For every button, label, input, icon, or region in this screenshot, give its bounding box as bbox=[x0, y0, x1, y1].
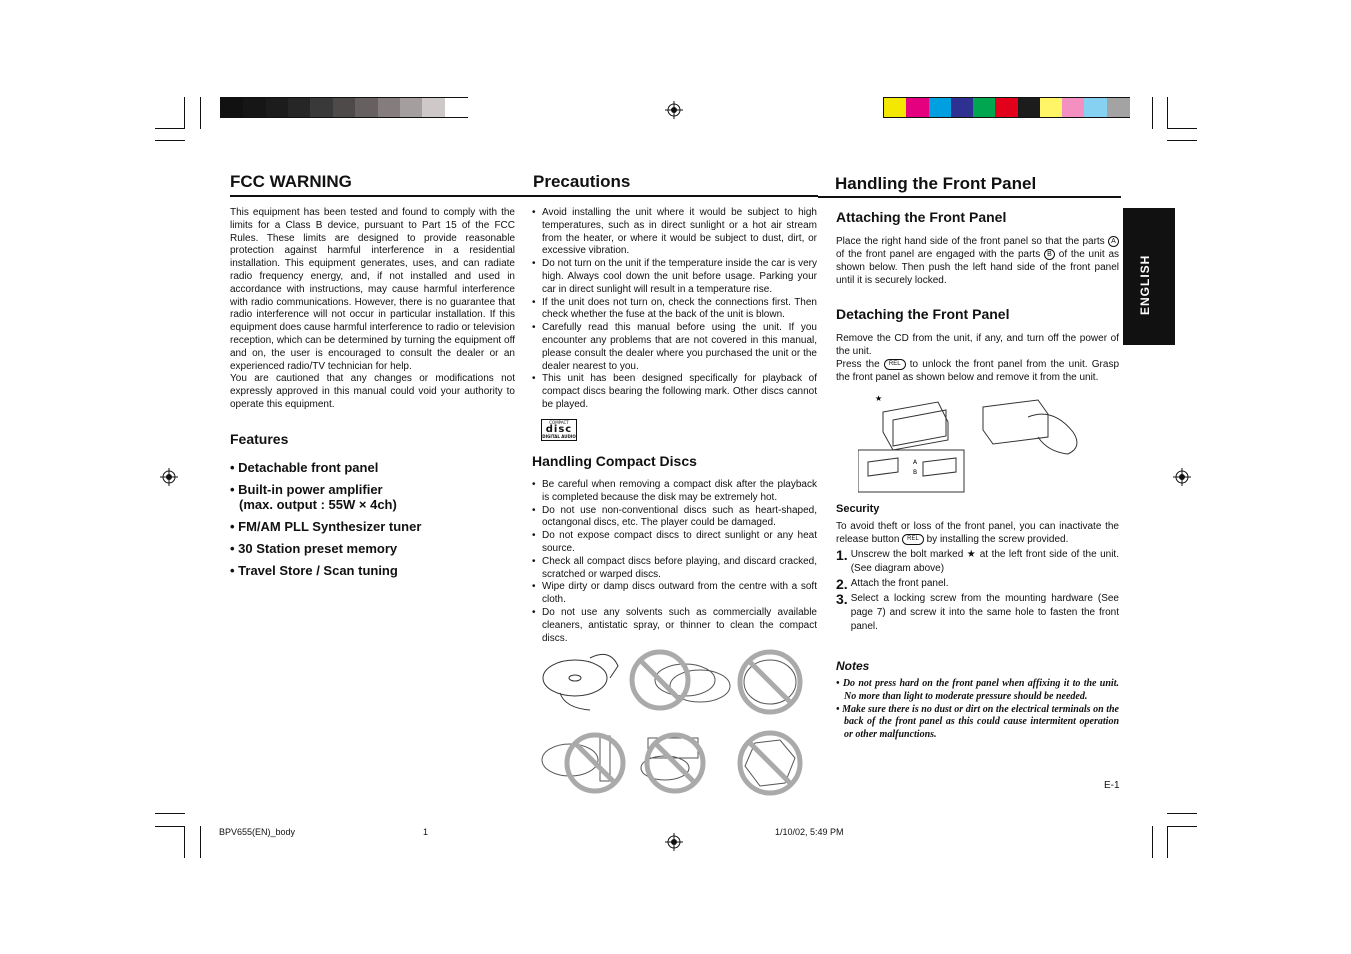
prohibited-warped-disc-icon bbox=[740, 652, 800, 712]
color-swatch bbox=[266, 98, 289, 117]
color-swatch bbox=[973, 98, 996, 117]
list-item: • Carefully read this manual before using the unit. If you encounter any problems that are not covered in this manual, please consult the dealer where you purchased the unit or the dealer nearest to you. bbox=[532, 322, 817, 373]
language-tab-label: ENGLISH bbox=[1138, 254, 1152, 315]
compact-disc-logo: COMPACT disc DIGITAL AUDIO bbox=[542, 420, 576, 439]
list-item: • This unit has been designed specifically for playback of compact discs bearing the following mark. Other discs cannot be played. bbox=[532, 373, 817, 411]
rel-button-icon: REL bbox=[884, 359, 906, 370]
attaching-text: Place the right hand side of the front panel so that the parts A of the front panel are engaged with the parts B of the unit as shown below. Then push the left hand side of the front panel until it is securely locked. bbox=[836, 236, 1120, 286]
process-color-bar bbox=[883, 97, 1130, 118]
color-swatch bbox=[1018, 98, 1041, 117]
section-rule bbox=[818, 196, 1121, 198]
attaching-title: Attaching the Front Panel bbox=[836, 209, 1007, 225]
note-item: • Do not press hard on the front panel when affixing it to the unit. No more than light to moderate pressure should be needed. bbox=[836, 678, 1119, 702]
features-list bbox=[230, 460, 515, 585]
part-b-label: B bbox=[913, 469, 918, 476]
fcc-paragraph: You are cautioned that any changes or modifications not expressly approved in this manual could void your authority to operate this equipment. bbox=[230, 373, 515, 410]
list-item: • Do not use non-conventional discs such as heart-shaped, octangonal discs, etc. The player could be damaged. bbox=[532, 505, 817, 531]
part-a-label: A bbox=[913, 459, 918, 466]
color-swatch bbox=[906, 98, 929, 117]
registration-mark-icon bbox=[665, 833, 683, 851]
list-item: • Wipe dirty or damp discs outward from the centre with a soft cloth. bbox=[532, 581, 817, 607]
color-swatch bbox=[951, 98, 974, 117]
list-item: • Do not expose compact discs to direct sunlight or any heat source. bbox=[532, 530, 817, 556]
security-text: To avoid theft or loss of the front panel, you can inactivate the release button REL by installing the screw provided. bbox=[836, 521, 1119, 545]
feature-item: • Detachable front panel bbox=[230, 460, 379, 475]
color-swatch bbox=[221, 98, 244, 117]
list-item: • If the unit does not turn on, check the connections first. Then check whether the fuse at the back of the unit is blown. bbox=[532, 297, 817, 323]
features-title: Features bbox=[230, 431, 289, 447]
grayscale-color-bar bbox=[220, 97, 468, 118]
list-item: • Avoid installing the unit where it would be subject to high temperatures, such as in direct sunlight or a hot air stream from the heater, or where it would be subject to dust, dirt, or excessive vibration. bbox=[532, 207, 817, 258]
color-swatch bbox=[929, 98, 952, 117]
step-item: 2. Attach the front panel. bbox=[836, 576, 949, 592]
detaching-title: Detaching the Front Panel bbox=[836, 306, 1010, 322]
security-title: Security bbox=[836, 503, 880, 515]
registration-mark-icon bbox=[160, 468, 178, 486]
color-swatch bbox=[378, 98, 401, 117]
color-swatch bbox=[400, 98, 423, 117]
color-swatch bbox=[310, 98, 333, 117]
color-swatch bbox=[884, 98, 907, 117]
feature-item: • Built-in power amplifier bbox=[230, 482, 383, 497]
security-steps bbox=[836, 548, 1119, 634]
step-item: 1. Unscrew the bolt marked ★ at the left front side of the unit. (See diagram above) bbox=[836, 547, 1119, 574]
detaching-text: Remove the CD from the unit, if any, and turn off the power of the unit. Press the REL to unlock the front panel from the unit. Grasp the front panel as shown below and remove it from the unit. bbox=[836, 333, 1119, 383]
prohibited-odd-shape-disc-icon bbox=[740, 733, 800, 793]
feature-item: • Travel Store / Scan tuning bbox=[230, 563, 398, 578]
footer-file-name: BPV655(EN)_body bbox=[219, 827, 296, 837]
part-b-marker: B bbox=[1044, 249, 1055, 260]
rel-button-icon: REL bbox=[902, 534, 924, 545]
color-swatch bbox=[1040, 98, 1063, 117]
front-panel-title: Handling the Front Panel bbox=[835, 174, 1037, 193]
color-swatch bbox=[1107, 98, 1130, 117]
footer-datetime: 1/10/02, 5:49 PM bbox=[775, 827, 844, 837]
handling-discs-list bbox=[532, 479, 817, 645]
step-item: 3. Select a locking screw from the mounting hardware (See page 7) and screw it into the same hole to fasten the front panel. bbox=[836, 591, 1119, 632]
hold-disc-edges-illustration bbox=[543, 654, 618, 710]
color-swatch bbox=[243, 98, 266, 117]
color-swatch bbox=[355, 98, 378, 117]
color-swatch bbox=[1084, 98, 1107, 117]
color-swatch bbox=[995, 98, 1018, 117]
list-item: • Check all compact discs before playing, and discard cracked, scratched or warped discs. bbox=[532, 556, 817, 582]
precautions-list bbox=[532, 207, 817, 412]
section-rule bbox=[517, 195, 818, 197]
part-a-marker: A bbox=[1108, 236, 1119, 247]
notes-title: Notes bbox=[836, 659, 870, 673]
list-item: • Do not turn on the unit if the temperature inside the car is very high. Always cool down the unit before usage. Parking your car in direct sunlight will result in a temperature rise. bbox=[532, 258, 817, 296]
precautions-title: Precautions bbox=[533, 172, 631, 191]
note-item: • Make sure there is no dust or dirt on the electrical terminals on the back of the front panel as this could cause intermitent operation or other malfunctions. bbox=[836, 703, 1119, 741]
fcc-paragraph: This equipment has been tested and found to comply with the limits for a Class B device, pursuant to Part 15 of the FCC Rules. These limits are designed to provide reasonable protection against harmful interference in a residential installation. This equipment generates, uses, and can radiate radio frequency energy, and, if not installed and used in accordance with instructions, may cause harmful interference with radio communications. However, there is no guarantee that radio interference will not occur in particular installation. If this equipment does cause harmful interference to radio or television reception, which can be determined by turning the equipment off and on, the user is encouraged to consult the dealer or an experienced radio/TV technician for help. bbox=[230, 207, 515, 372]
prohibited-heat-icon bbox=[641, 735, 703, 791]
bolt-star-marker: ★ bbox=[875, 394, 883, 403]
feature-item: • FM/AM PLL Synthesizer tuner bbox=[230, 519, 422, 534]
page-number: E-1 bbox=[1104, 780, 1120, 791]
list-item: • Do not use any solvents such as commercially available cleaners, antistatic spray, or thinner to clean the compact discs. bbox=[532, 607, 817, 645]
feature-item: (max. output : 55W × 4ch) bbox=[239, 497, 397, 512]
disc-handling-illustrations bbox=[540, 648, 810, 798]
notes-list bbox=[836, 678, 1119, 742]
color-swatch bbox=[1062, 98, 1085, 117]
registration-mark-icon bbox=[1173, 468, 1191, 486]
front-panel-diagram bbox=[858, 392, 1088, 494]
color-swatch bbox=[445, 98, 468, 117]
color-swatch bbox=[333, 98, 356, 117]
footer-page: 1 bbox=[423, 827, 429, 837]
list-item: • Be careful when removing a compact disk after the playback is completed because the disk may be extremely hot. bbox=[532, 479, 817, 505]
handling-discs-title: Handling Compact Discs bbox=[532, 453, 697, 469]
prohibited-stacking-icon bbox=[632, 652, 730, 708]
fcc-warning-title: FCC WARNING bbox=[230, 172, 352, 191]
color-swatch bbox=[288, 98, 311, 117]
prohibited-solvent-icon bbox=[542, 735, 623, 791]
registration-mark-icon bbox=[665, 101, 683, 119]
fcc-warning-text bbox=[230, 207, 515, 412]
feature-item: • 30 Station preset memory bbox=[230, 541, 398, 556]
color-swatch bbox=[422, 98, 445, 117]
section-rule bbox=[230, 195, 517, 197]
